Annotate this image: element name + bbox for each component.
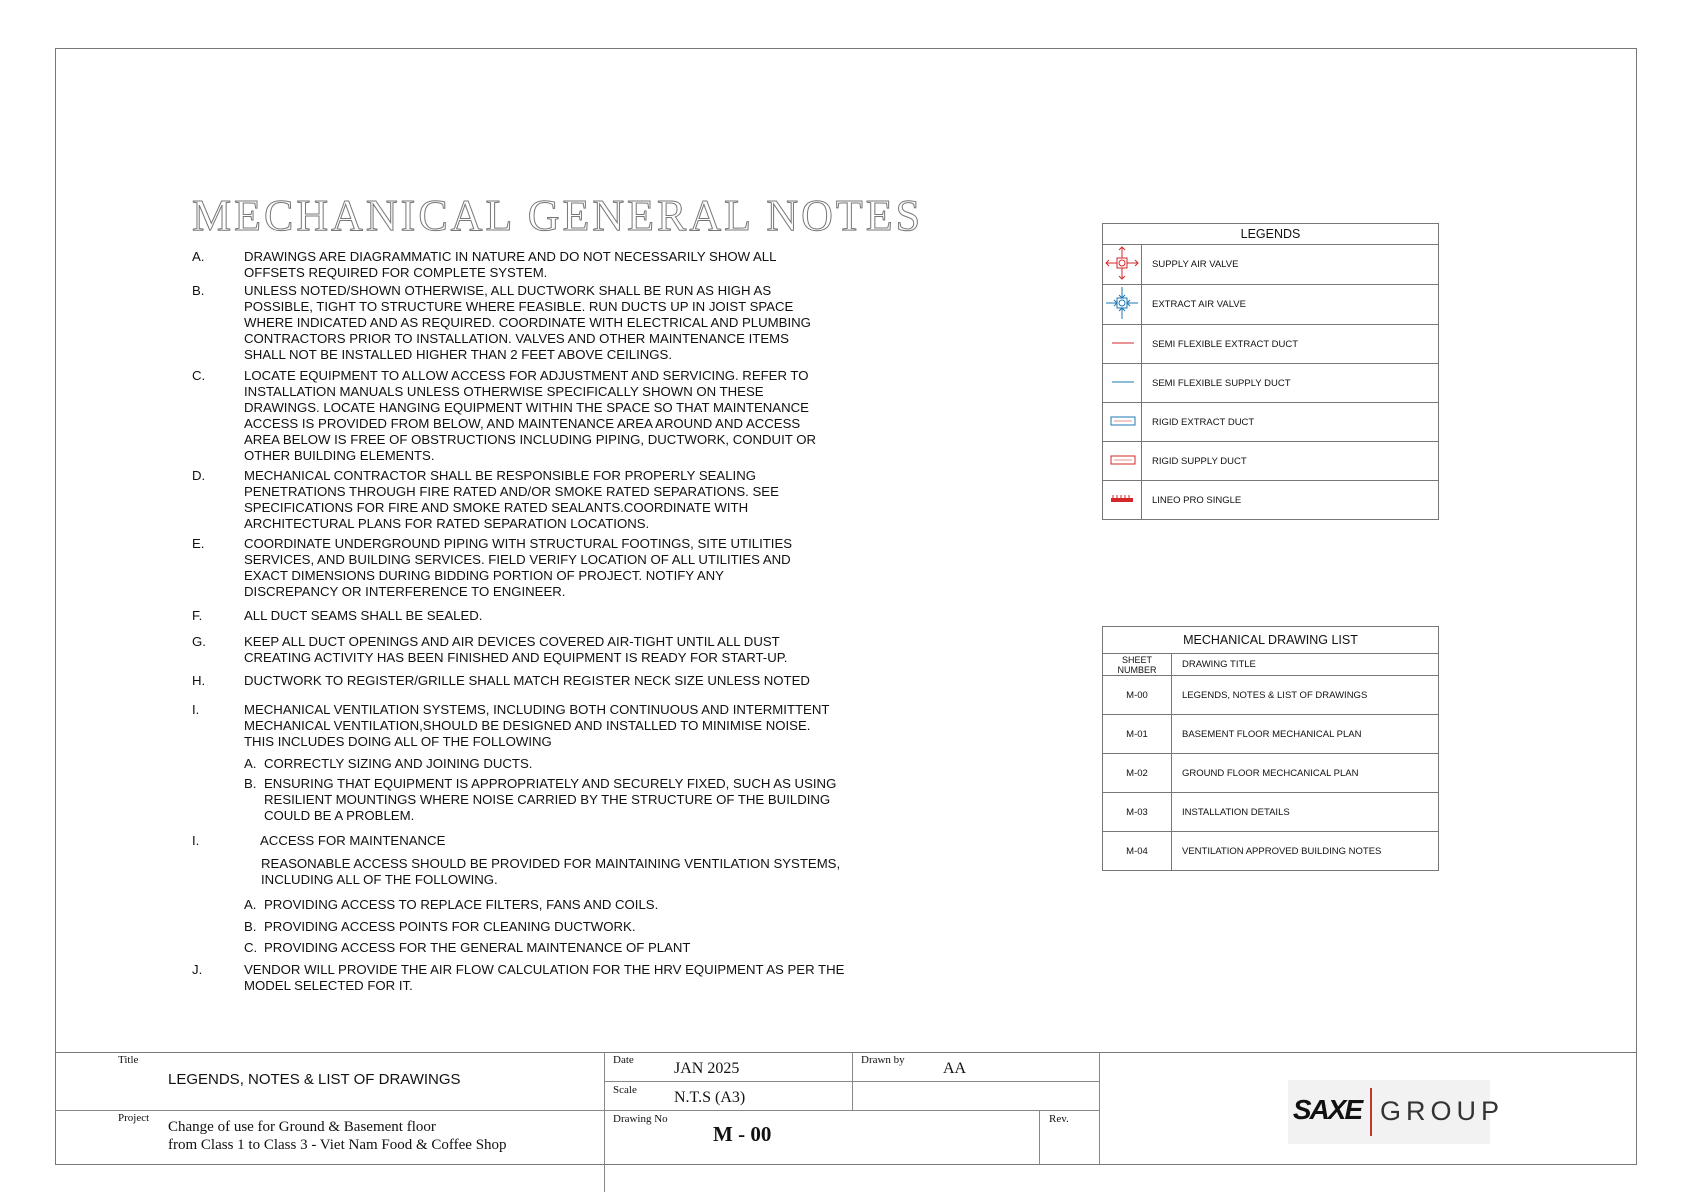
- sub-letter: B.: [244, 919, 257, 934]
- table-row: [1103, 676, 1439, 715]
- legend-row: [1103, 403, 1439, 442]
- logo-word: GROUP: [1380, 1096, 1505, 1126]
- note-letter: B.: [192, 283, 205, 298]
- note-line: OFFSETS REQUIRED FOR COMPLETE SYSTEM.: [244, 265, 548, 280]
- sub-letter: B.: [244, 776, 257, 791]
- project-line: Change of use for Ground & Basement floor: [168, 1119, 436, 1135]
- note-letter: H.: [192, 673, 206, 688]
- rigid-supply-duct-icon: [1103, 442, 1142, 481]
- sub-line: RESILIENT MOUNTINGS WHERE NOISE CARRIED BY THE STRUCTURE OF THE BUILDING: [264, 792, 831, 807]
- scale-value: N.T.S (A3): [674, 1089, 746, 1106]
- sub-line: CORRECTLY SIZING AND JOINING DUCTS.: [264, 756, 533, 771]
- note-line: CONTRACTORS PRIOR TO INSTALLATION. VALVES AND OTHER MAINTENANCE ITEMS: [244, 331, 789, 346]
- legend-row: [1103, 245, 1439, 285]
- sub-line: REASONABLE ACCESS SHOULD BE PROVIDED FOR MAINTAINING VENTILATION SYSTEMS,: [261, 856, 841, 871]
- legend-label: LINEO PRO SINGLE: [1142, 481, 1439, 520]
- sheet-number: M-04: [1103, 832, 1172, 871]
- note-line: ACCESS IS PROVIDED FROM BELOW, AND MAINTENANCE AREA AROUND AND ACCESS: [244, 416, 801, 431]
- note-letter: J.: [192, 962, 203, 977]
- legend-row: [1103, 285, 1439, 325]
- note-letter: D.: [192, 468, 206, 483]
- drawing-title: GROUND FLOOR MECHCANICAL PLAN: [1172, 754, 1439, 793]
- legend-label: EXTRACT AIR VALVE: [1142, 285, 1439, 325]
- note-letter: A.: [192, 249, 205, 264]
- logo-mark: SAXE: [1292, 1094, 1362, 1125]
- note-line: MECHANICAL VENTILATION,SHOULD BE DESIGNED AND INSTALLED TO MINIMISE NOISE.: [244, 718, 811, 733]
- lineo-pro-single-icon: [1103, 481, 1142, 520]
- scale-label: Scale: [613, 1084, 637, 1096]
- drawing-title: BASEMENT FLOOR MECHANICAL PLAN: [1172, 715, 1439, 754]
- note-line: VENDOR WILL PROVIDE THE AIR FLOW CALCULATION FOR THE HRV EQUIPMENT AS PER THE: [244, 962, 845, 977]
- note-line: SHALL NOT BE INSTALLED HIGHER THAN 2 FEET ABOVE CEILINGS.: [244, 347, 672, 362]
- rigid-extract-duct-icon: [1103, 403, 1142, 442]
- note-line: COORDINATE UNDERGROUND PIPING WITH STRUCTURAL FOOTINGS, SITE UTILITIES: [244, 536, 793, 551]
- semi-flex-extract-duct-icon: [1103, 325, 1142, 364]
- note-line: THIS INCLUDES DOING ALL OF THE FOLLOWING: [244, 734, 552, 749]
- date-value: JAN 2025: [674, 1060, 740, 1077]
- note-line: DUCTWORK TO REGISTER/GRILLE SHALL MATCH REGISTER NECK SIZE UNLESS NOTED: [244, 673, 810, 688]
- note-line: KEEP ALL DUCT OPENINGS AND AIR DEVICES COVERED AIR-TIGHT UNTIL ALL DUST: [244, 634, 780, 649]
- note-line: MECHANICAL VENTILATION SYSTEMS, INCLUDING BOTH CONTINUOUS AND INTERMITTENT: [244, 702, 830, 717]
- legends-table: [1102, 223, 1439, 520]
- note-line: WHERE INDICATED AND AS REQUIRED. COORDINATE WITH ELECTRICAL AND PLUMBING: [244, 315, 811, 330]
- legend-row: [1103, 442, 1439, 481]
- note-letter: I.: [192, 702, 200, 717]
- table-row: [1103, 793, 1439, 832]
- sub-line: PROVIDING ACCESS FOR THE GENERAL MAINTENANCE OF PLANT: [264, 940, 691, 955]
- legend-row: [1103, 481, 1439, 520]
- note-letter: C.: [192, 368, 206, 383]
- note-line: MECHANICAL CONTRACTOR SHALL BE RESPONSIBLE FOR PROPERLY SEALING: [244, 468, 756, 483]
- note-line: POSSIBLE, TIGHT TO STRUCTURE WHERE FEASIBLE. RUN DUCTS UP IN JOIST SPACE: [244, 299, 794, 314]
- semi-flex-supply-duct-icon: [1103, 364, 1142, 403]
- note-line: ACCESS FOR MAINTENANCE: [260, 833, 446, 848]
- sheet-number: M-00: [1103, 676, 1172, 715]
- drawing-title: VENTILATION APPROVED BUILDING NOTES: [1172, 832, 1439, 871]
- table-row: [1103, 754, 1439, 793]
- note-line: DRAWINGS. LOCATE HANGING EQUIPMENT WITHIN THE SPACE SO THAT MAINTENANCE: [244, 400, 809, 415]
- note-line: SPECIFICATIONS FOR FIRE AND SMOKE RATED SEALANTS.COORDINATE WITH: [244, 500, 749, 515]
- note-letter: F.: [192, 608, 203, 623]
- note-line: SERVICES, AND BUILDING SERVICES. FIELD VERIFY LOCATION OF ALL UTILITIES AND: [244, 552, 791, 567]
- legends-title: LEGENDS: [1103, 224, 1439, 245]
- note-letter: G.: [192, 634, 206, 649]
- note-letter: I.: [192, 833, 200, 848]
- sub-letter: C.: [244, 940, 258, 955]
- sheet-number: M-02: [1103, 754, 1172, 793]
- drawn-by-label: Drawn by: [861, 1054, 905, 1066]
- sheet-number: M-03: [1103, 793, 1172, 832]
- sub-letter: A.: [244, 756, 257, 771]
- date-label: Date: [613, 1054, 634, 1066]
- table-row: [1103, 715, 1439, 754]
- legend-label: RIGID EXTRACT DUCT: [1142, 403, 1439, 442]
- legend-row: [1103, 364, 1439, 403]
- drawing-title: INSTALLATION DETAILS: [1172, 793, 1439, 832]
- project-value: [168, 1118, 507, 1154]
- sub-line: ENSURING THAT EQUIPMENT IS APPROPRIATELY AND SECURELY FIXED, SUCH AS USING: [264, 776, 837, 791]
- note-line: DISCREPANCY OR INTERFERENCE TO ENGINEER.: [244, 584, 566, 599]
- legend-label: SEMI FLEXIBLE EXTRACT DUCT: [1142, 325, 1439, 364]
- note-line: DRAWINGS ARE DIAGRAMMATIC IN NATURE AND DO NOT NECESSARILY SHOW ALL: [244, 249, 777, 264]
- company-logo: [1288, 1080, 1505, 1144]
- note-line: CREATING ACTIVITY HAS BEEN FINISHED AND EQUIPMENT IS READY FOR START-UP.: [244, 650, 788, 665]
- table-row: [1103, 832, 1439, 871]
- logo-divider: [1370, 1088, 1372, 1136]
- project-label: Project: [118, 1112, 150, 1124]
- note-line: ARCHITECTURAL PLANS FOR RATED SEPARATION LOCATIONS.: [244, 516, 650, 531]
- column-header-drawing-title: DRAWING TITLE: [1172, 654, 1439, 676]
- extract-air-valve-icon: [1103, 285, 1142, 325]
- drawing-list-table: [1102, 626, 1439, 871]
- drawing-title: LEGENDS, NOTES & LIST OF DRAWINGS: [1172, 676, 1439, 715]
- sub-line: PROVIDING ACCESS TO REPLACE FILTERS, FANS AND COILS.: [264, 897, 659, 912]
- title-label: Title: [118, 1054, 139, 1066]
- legend-label: SEMI FLEXIBLE SUPPLY DUCT: [1142, 364, 1439, 403]
- drawing-no-value: M - 00: [713, 1122, 772, 1146]
- drawing-list-title: MECHANICAL DRAWING LIST: [1103, 627, 1439, 654]
- drawing-title-value: LEGENDS, NOTES & LIST OF DRAWINGS: [168, 1071, 461, 1088]
- drawing-no-label: Drawing No: [613, 1113, 668, 1125]
- sub-letter: A.: [244, 897, 257, 912]
- notes-heading: MECHANICAL GENERAL NOTES: [192, 191, 924, 240]
- note-line: UNLESS NOTED/SHOWN OTHERWISE, ALL DUCTWORK SHALL BE RUN AS HIGH AS: [244, 283, 772, 298]
- drawn-by-value: AA: [943, 1060, 967, 1077]
- note-line: INSTALLATION MANUALS UNLESS OTHERWISE SPECIFICALLY SHOWN ON THESE: [244, 384, 764, 399]
- sub-line: PROVIDING ACCESS POINTS FOR CLEANING DUCTWORK.: [264, 919, 636, 934]
- note-line: PENETRATIONS THROUGH FIRE RATED AND/OR SMOKE RATED SEPARATIONS. SEE: [244, 484, 779, 499]
- legend-row: [1103, 325, 1439, 364]
- legend-label: SUPPLY AIR VALVE: [1142, 245, 1439, 285]
- note-line: LOCATE EQUIPMENT TO ALLOW ACCESS FOR ADJUSTMENT AND SERVICING. REFER TO: [244, 368, 809, 383]
- column-header-sheet-number: SHEET NUMBER: [1103, 654, 1172, 676]
- note-line: ALL DUCT SEAMS SHALL BE SEALED.: [244, 608, 483, 623]
- legend-label: RIGID SUPPLY DUCT: [1142, 442, 1439, 481]
- note-line: MODEL SELECTED FOR IT.: [244, 978, 413, 993]
- note-letter: E.: [192, 536, 205, 551]
- note-line: EXACT DIMENSIONS DURING BIDDING PORTION OF PROJECT. NOTIFY ANY: [244, 568, 724, 583]
- project-line: from Class 1 to Class 3 - Viet Nam Food & Coffee Shop: [168, 1137, 507, 1153]
- note-line: OTHER BUILDING ELEMENTS.: [244, 448, 435, 463]
- sheet-number: M-01: [1103, 715, 1172, 754]
- supply-air-valve-icon: [1103, 245, 1142, 285]
- rev-label: Rev.: [1049, 1113, 1069, 1125]
- sub-line: INCLUDING ALL OF THE FOLLOWING.: [261, 872, 498, 887]
- note-line: AREA BELOW IS FREE OF OBSTRUCTIONS INCLUDING PIPING, DUCTWORK, CONDUIT OR: [244, 432, 817, 447]
- sub-line: COULD BE A PROBLEM.: [264, 808, 415, 823]
